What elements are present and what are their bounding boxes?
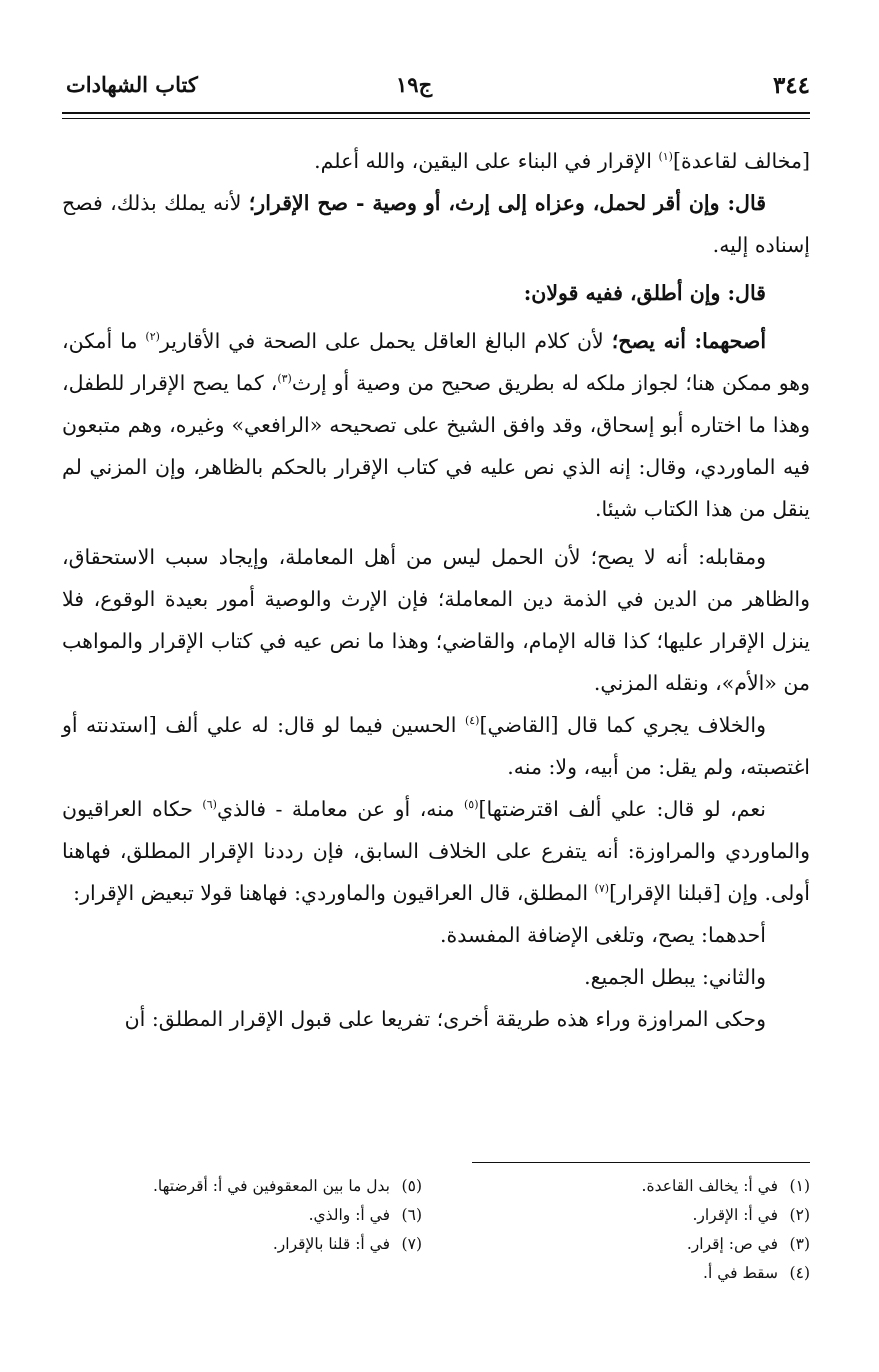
- footnote-2: (٢)في أ: الإقرار.: [692, 1206, 810, 1224]
- footnote-ref-4: (٤): [464, 714, 480, 728]
- header-rule-thin: [62, 118, 810, 119]
- paragraph-9: والثاني: يبطل الجميع.: [584, 965, 766, 989]
- footnote-5: (٥)بدل ما بين المعقوفين في أ: أقرضتها.: [152, 1177, 422, 1195]
- footnotes: [100, 1172, 810, 1302]
- footnote-column-left: [92, 1172, 422, 1259]
- header-rule: [62, 112, 810, 114]
- footnote-7: (٧)في أ: قلنا بالإقرار.: [272, 1235, 422, 1253]
- footnote-ref-7: (٧): [594, 882, 610, 896]
- footnote-rule: [472, 1162, 810, 1163]
- footnote-ref-6: (٦): [202, 798, 217, 812]
- paragraph-2: قال: وإن أقر لحمل، وعزاه إلى إرث، أو وصية - صح الإقرار؛ لأنه يملك بذلك، فصح إسناده إليه.: [62, 191, 810, 257]
- footnote-column-right: [480, 1172, 810, 1288]
- footnote-ref-2: (٢): [145, 330, 160, 344]
- footnote-ref-1: (١): [658, 150, 673, 164]
- book-title: كتاب الشهادات: [66, 72, 198, 97]
- footnote-ref-5: (٥): [463, 798, 479, 812]
- footnote-3: (٣)في ص: إقرار.: [686, 1235, 810, 1253]
- page-header: [66, 72, 810, 106]
- paragraph-4: أصحهما: أنه يصح؛ لأن كلام البالغ العاقل يحمل على الصحة في الأقارير$^{(٢)}$ ما أمكن، وهو ممكن هنا؛ لجواز ملكه له بطريق صحيح من وصية أو إرث$^{(٣)}$، كما يصح الإقرار للطفل، وهذا ما اختاره أبو إسحاق، وقد وافق الشيخ على تصحيحه «الرافعي» وغيره، وهم متبعون فيه الماوردي، وقال: إنه الذي نص عليه في كتاب الإقرار بالحكم بالظاهر، وإن المزني لم ينقل من هذا الكتاب شيئا.: [62, 329, 810, 521]
- footnote-4: (٤)سقط في أ.: [703, 1264, 810, 1282]
- paragraph-7: نعم، لو قال: علي ألف اقترضتها]$^{(٥)}$ منه، أو عن معاملة - فالذي$^{(٦)}$ حكاه العراقيون والماوردي والمراوزة: أنه يتفرع على الخلاف السابق، فإن رددنا الإقرار المطلق، فهاهنا أولى. وإن [قبلنا الإقرار]$^{(٧)}$ المطلق، قال العراقيون والماوردي: فهاهنا قولا تبعيض الإقرار:: [62, 797, 810, 905]
- paragraph-5: ومقابله: أنه لا يصح؛ لأن الحمل ليس من أهل المعاملة، وإيجاد سبب الاستحقاق، والظاهر من الدين في الذمة دين المعاملة؛ فإن الإرث والوصية أمور بعيدة الوقوع، فلا ينزل الإقرار عليها؛ كذا قاله الإمام، والقاضي؛ وهذا ما نص عيه في كتاب الإقرار والمواهب من «الأم»، ونقله المزني.: [62, 545, 810, 695]
- paragraph-8: أحدهما: يصح، وتلغى الإضافة المفسدة.: [439, 923, 766, 947]
- main-text: [62, 140, 810, 1040]
- paragraph-6: والخلاف يجري كما قال [القاضي]$^{(٤)}$ الحسين فيما لو قال: له علي ألف [استدنته أو اغتصبته، ولم يقل: من أبيه، ولا: منه.: [62, 713, 810, 779]
- paragraph-10: وحكى المراوزة وراء هذه طريقة أخرى؛ تفريعا على قبول الإقرار المطلق: أن: [124, 1007, 766, 1031]
- volume-label: ج١٩: [396, 72, 433, 97]
- page-number: ٣٤٤: [772, 72, 810, 99]
- footnote-6: (٦)في أ: والذي.: [308, 1206, 422, 1224]
- footnote-ref-3: (٣): [277, 372, 292, 386]
- paragraph-3: قال: وإن أطلق، ففيه قولان:: [523, 281, 766, 305]
- paragraph-1: [مخالف لقاعدة]$^{(١)}$ الإقرار في البناء على اليقين، والله أعلم.: [314, 149, 810, 173]
- footnote-1: (١)في أ: يخالف القاعدة.: [641, 1177, 810, 1195]
